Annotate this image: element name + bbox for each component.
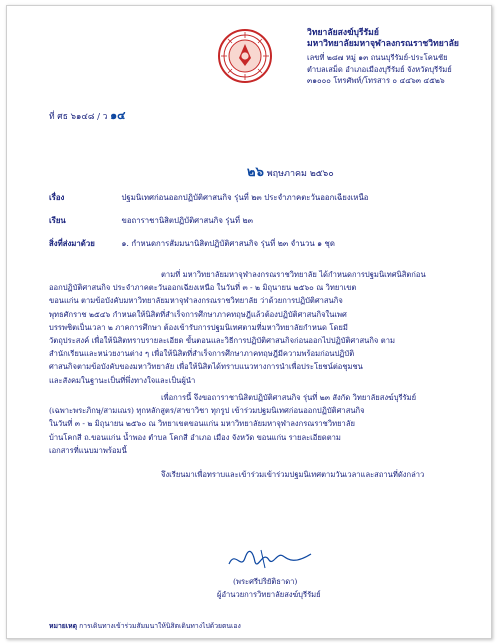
enclosure-text: ๑. กำหนดการสัมมนานิสิตปฏิบัติศาสนกิจ รุ่นที่ ๒๓ จำนวน ๑ ชุด <box>121 239 335 248</box>
organization-name <box>307 28 459 50</box>
paragraph-line: สำนักเรียนและหน่วยงานต่าง ๆ เพื่อให้นิสิตที่สำเร็จการศึกษาภาคทฤษฎีมีความพร้อมก่อนปฏิบัติ <box>49 349 355 359</box>
footnote-text: การเดินทางเข้าร่วมสัมมนาให้นิสิตเดินทางไปด้วยตนเอง <box>79 622 241 630</box>
date-day-handwritten: ๒๖ <box>247 165 264 180</box>
recipient-row <box>49 215 253 227</box>
college-seal-logo <box>217 28 273 84</box>
footnote <box>49 620 241 631</box>
handwritten-signature <box>225 546 315 572</box>
paragraph-line: วัตถุประสงค์ เพื่อให้นิสิตทราบรายละเอียด ขั้นตอนและวิธีการปฏิบัติศาสนกิจก่อนออกไปปฏิบัติศาสนกิจ ตาม <box>49 336 395 346</box>
paragraph-line: บ้านโคกสี ถ.ขอนแก่น น้ำพอง ตำบล โคกสี อำเภอ เมือง จังหวัด ขอนแก่น รายละเอียดตาม <box>49 432 341 442</box>
closing-paragraph <box>49 468 459 481</box>
paragraph-line: ในวันที่ ๓ - ๒ มิถุนายน ๒๕๖๐ ณ วิทยาเขตขอนแก่น มหาวิทยาลัยมหาจุฬาลงกรณราชวิทยาลัย <box>49 419 355 429</box>
enclosure-label: สิ่งที่ส่งมาด้วย <box>49 239 95 248</box>
closing-line: จึงเรียนมาเพื่อทราบและเข้าร่วมเข้าร่วมปฐมนิเทศตามวันเวลาและสถานที่ดังกล่าว <box>161 470 425 479</box>
paragraph-line: เอกสารที่แนบมาพร้อมนี้ <box>49 445 127 455</box>
date-month-year: พฤษภาคม ๒๕๖๐ <box>266 169 334 179</box>
paragraph-line: บรรพชิตเป็นเวลา ๒ ภาคการศึกษา ต้องเข้ารับการปฐมนิเทศตามที่มหาวิทยาลัยกำหนด โดยมี <box>49 322 348 332</box>
addr-line1: เลขที่ ๒๘๗ หมู่ ๑๓ ถนนบุรีรัมย์-ประโคนชัย <box>307 53 448 62</box>
body-paragraph-2 <box>49 391 459 457</box>
recipient-text: ขอถาราชานิสิตปฏิบัติศาสนกิจ รุ่นที่ ๒๓ <box>121 216 253 225</box>
doc-number-handwritten: ๑๔ <box>110 109 126 122</box>
paragraph-line: พุทธศักราช ๒๕๔๖ กำหนดให้นิสิตที่สำเร็จการศึกษาภาคทฤษฎีแล้วต้องปฏิบัติศาสนกิจในเพศ <box>49 309 347 319</box>
subject-row <box>49 192 368 204</box>
organization-address <box>307 52 452 87</box>
paragraph-line: ออกปฏิบัติศาสนกิจ ประจำภาคตะวันออกเฉียงเหนือ ในวันที่ ๓ - ๒ มิถุนายน ๒๕๖๐ ณ วิทยาเขต <box>49 283 357 293</box>
body-paragraph-1 <box>49 268 459 387</box>
footnote-label: หมายเหตุ <box>49 622 77 630</box>
document-number <box>49 106 125 124</box>
signatory-title: ผู้อำนวยการวิทยาลัยสงฆ์บุรีรัมย์ <box>217 590 321 599</box>
addr-line3: ๓๑๐๐๐ โทรศัพท์/โทรสาร ๐ ๔๔๖๓ ๔๕๒๖ <box>307 76 445 85</box>
paragraph-line: ตามที่ มหาวิทยาลัยมหาจุฬาลงกรณราชวิทยาลัย ได้กำหนดการปฐมนิเทศนิสิตก่อน <box>161 270 426 279</box>
paragraph-line: เพื่อการนี้ จึงขอถาราชานิสิตปฏิบัติศาสนกิจ รุ่นที่ ๒๓ สังกัด วิทยาลัยสงฆ์บุรีรัมย์ <box>161 393 417 402</box>
subject-label: เรื่อง <box>49 193 65 202</box>
paragraph-line: (เฉพาะพระภิกษุ/สามเณร) ทุกหลักสูตร/สาขาวิชา ทุกรูป เข้าร่วมปฐมนิเทศก่อนออกปฏิบัติศาสนกิจ <box>49 406 365 416</box>
addr-line2: ตำบลเสม็ด อำเภอเมืองบุรีรัมย์ จังหวัดบุรีรัมย์ <box>307 64 452 74</box>
org-line1: วิทยาลัยสงฆ์บุรีรัมย์ <box>307 28 379 38</box>
org-line2: มหาวิทยาลัยมหาจุฬาลงกรณราชวิทยาลัย <box>307 39 459 49</box>
paragraph-line: ศาสนกิจตามข้อบังคับของมหาวิทยาลัย เพื่อให้นิสิตได้ทราบแนวทางการนำเพื่อประโยชน์ต่อชุมชน <box>49 362 363 372</box>
paragraph-line: ขอนแก่น ตามข้อบังคับมหาวิทยาลัยมหาจุฬาลงกรณราชวิทยาลัย ว่าด้วยการปฏิบัติศาสนกิจ <box>49 296 343 306</box>
doc-number-prefix: ที่ ศธ ๖๑๔๘ / ว <box>49 112 108 122</box>
enclosure-row <box>49 238 335 250</box>
subject-text: ปฐมนิเทศก่อนออกปฏิบัติศาสนกิจ รุ่นที่ ๒๓ ประจำภาคตะวันออกเฉียงเหนือ <box>121 193 369 202</box>
letter-date <box>247 161 334 182</box>
recipient-label: เรียน <box>49 216 66 225</box>
signatory-name: (พระศรีปริยัติธาดา) <box>233 577 298 586</box>
paragraph-line: และสังคมในฐานะเป็นที่พึ่งทางใจและเป็นผู้นำ <box>49 375 196 385</box>
letter-page <box>6 5 492 639</box>
